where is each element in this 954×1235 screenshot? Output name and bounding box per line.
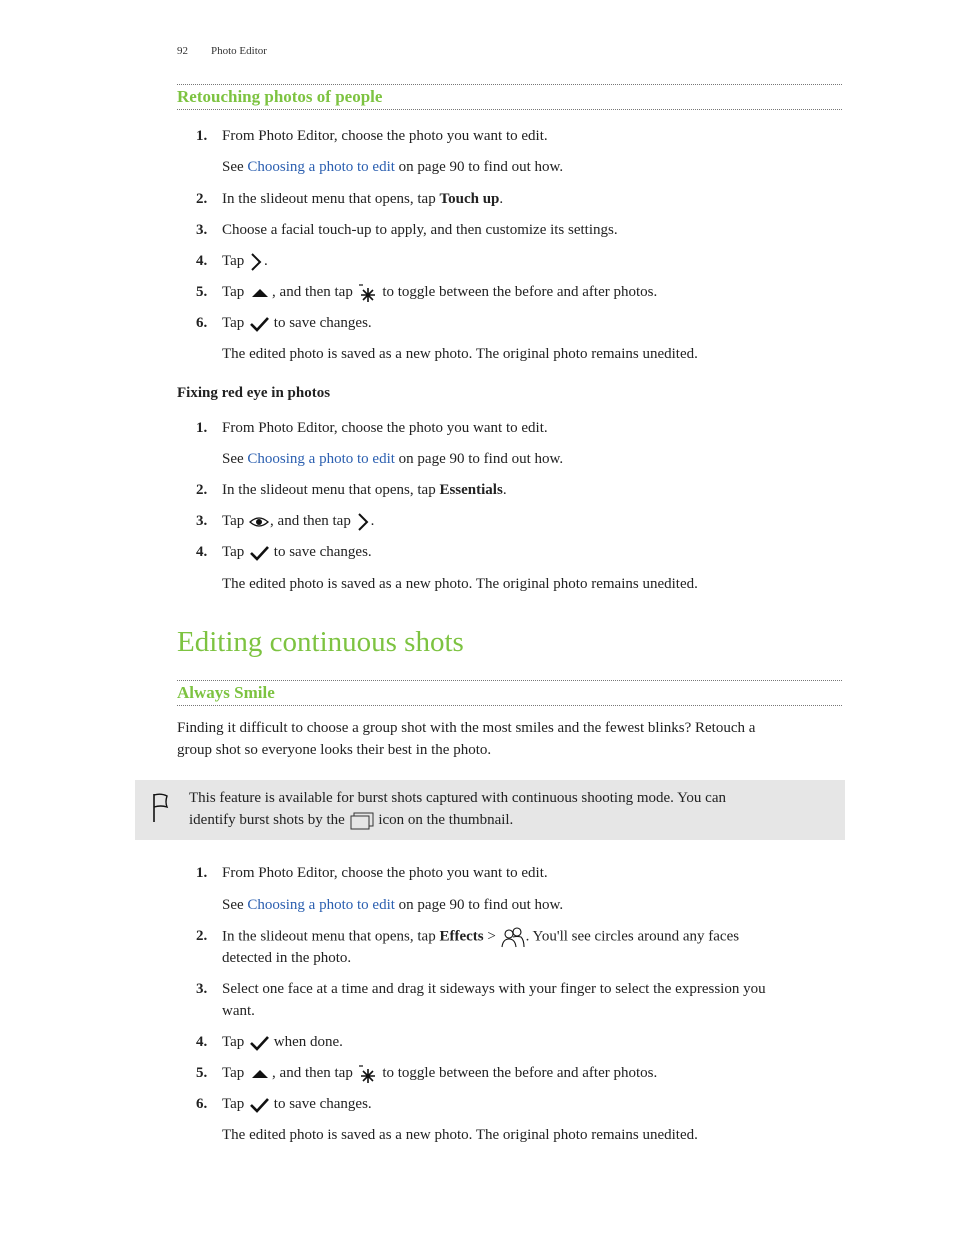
link-choosing-photo[interactable]: Choosing a photo to edit (247, 451, 395, 467)
compare-icon (357, 283, 379, 303)
triangle-up-icon (248, 285, 272, 301)
section-heading-text: Always Smile (177, 683, 275, 702)
list-item-continuation: want. (222, 1003, 255, 1019)
section-heading-always-smile (177, 680, 842, 706)
running-header: Photo Editor (211, 45, 267, 57)
result-text: The edited photo is saved as a new photo. The original photo remains unedited. (222, 576, 698, 592)
checkmark-icon (248, 544, 270, 562)
intro-line-1: Finding it difficult to choose a group shot with the most smiles and the fewest blinks? Retouch a (177, 720, 756, 736)
checkmark-icon (248, 315, 270, 333)
link-choosing-photo[interactable]: Choosing a photo to edit (247, 897, 395, 913)
checkmark-icon (248, 1096, 270, 1114)
chevron-right-icon (355, 512, 371, 532)
link-choosing-photo[interactable]: Choosing a photo to edit (247, 159, 395, 175)
list-item-continuation: detected in the photo. (222, 950, 352, 966)
group-faces-icon (500, 926, 526, 948)
burst-shot-icon (349, 811, 375, 831)
see-also: See Choosing a photo to edit on page 90 to find out how. (222, 897, 564, 913)
subheading-red-eye: Fixing red eye in photos (177, 385, 331, 401)
section-heading-text: Retouching photos of people (177, 87, 383, 106)
compare-icon (357, 1064, 379, 1084)
intro-line-2: group shot so everyone looks their best in the photo. (177, 742, 492, 758)
checkmark-icon (248, 1034, 270, 1052)
eye-icon (248, 514, 270, 530)
result-text: The edited photo is saved as a new photo. The original photo remains unedited. (222, 346, 698, 362)
chapter-title: Editing continuous shots (177, 626, 464, 658)
note-line-2: identify burst shots by the icon on the thumbnail. (189, 809, 513, 831)
section-heading-retouch (177, 84, 842, 110)
chevron-right-icon (248, 252, 264, 272)
result-text: The edited photo is saved as a new photo. The original photo remains unedited. (222, 1127, 698, 1143)
flag-icon (149, 792, 171, 824)
triangle-up-icon (248, 1066, 272, 1082)
note-box (135, 780, 845, 840)
note-line-1: This feature is available for burst shots captured with continuous shooting mode. You can (189, 790, 726, 806)
see-also: See Choosing a photo to edit on page 90 to find out how. (222, 159, 564, 175)
page-number: 92 (177, 45, 188, 57)
see-also: See Choosing a photo to edit on page 90 to find out how. (222, 451, 564, 467)
